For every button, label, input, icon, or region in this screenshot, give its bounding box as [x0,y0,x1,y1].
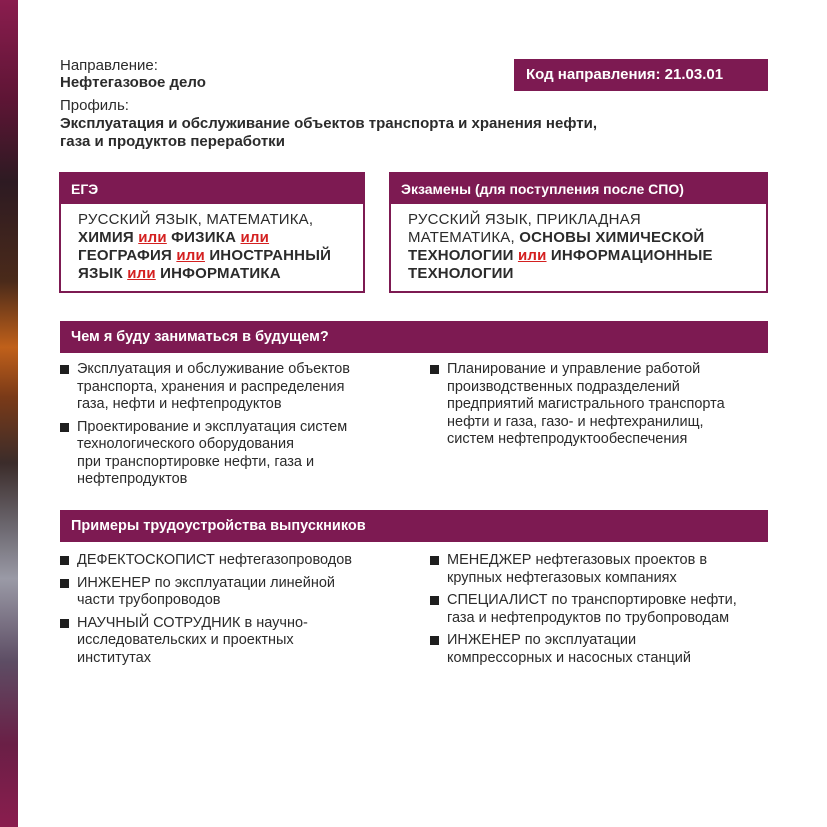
exam-line: РУССКИЙ ЯЗЫК, ПРИКЛАДНАЯ [408,211,641,228]
jobs-section-header: Примеры трудоустройства выпускников [60,510,768,542]
item-line: ИНЖЕНЕР по эксплуатации линейной [77,574,336,591]
list-item [430,632,775,667]
ege-line: РУССКИЙ ЯЗЫК, МАТЕМАТИКА, [78,211,314,228]
list-item [430,552,775,587]
jobs-list-right [430,552,775,672]
item-line: Проектирование и эксплуатация систем [77,418,348,435]
item-line: части трубопроводов [77,592,221,608]
subject-geography: ГЕОГРАФИЯ [78,247,172,264]
bullet-square-icon [430,596,439,605]
subject-physics: ФИЗИКА [171,229,237,246]
item-line: нефтепродуктов [77,471,188,487]
item-line: МЕНЕДЖЕР нефтегазовых проектов в [447,552,708,568]
jobs-list-left [60,552,400,672]
exam-line: МАТЕМАТИКА, [408,229,515,246]
exams-title: Экзамены (для поступления после СПО) [391,174,766,204]
item-line: ИНЖЕНЕР по эксплуатации [447,632,637,648]
exams-panel [389,172,768,293]
list-item [60,575,400,610]
subject-foreign-language-cont: ЯЗЫК [78,265,123,282]
item-line: крупных нефтегазовых компаниях [447,569,677,586]
exam-chem-tech: ОСНОВЫ ХИМИЧЕСКОЙ [519,229,705,246]
item-line: СПЕЦИАЛИСТ по транспортировке нефти, [447,592,737,608]
item-line: исследовательских и проектных [77,632,294,648]
item-line: Эксплуатация и обслуживание объектов [77,361,350,377]
item-line: компрессорных и насосных станций [447,649,691,666]
list-item [60,419,400,489]
bullet-square-icon [60,365,69,374]
item-line: ДЕФЕКТОСКОПИСТ нефтегазопроводов [77,552,353,568]
list-item [430,361,775,449]
bullet-square-icon [60,423,69,432]
item-line: транспорта, хранения и распределения [77,378,345,395]
item-line: НАУЧНЫЙ СОТРУДНИК в научно- [77,614,308,631]
or-connector: или [176,247,205,264]
exams-subjects [391,204,766,283]
direction-value: Нефтегазовое дело [60,74,206,91]
ege-panel [59,172,365,293]
bullet-square-icon [430,556,439,565]
bullet-square-icon [60,619,69,628]
or-connector: или [517,247,547,264]
or-connector: или [138,229,167,246]
or-connector: или [127,265,156,282]
future-list-right [430,361,775,454]
item-line: предприятий магистрального транспорта [447,396,725,412]
bullet-square-icon [60,579,69,588]
subject-informatics: ИНФОРМАТИКА [160,265,281,282]
or-connector: или [240,229,270,246]
decorative-photo-strip [0,0,18,827]
subject-foreign-language: ИНОСТРАННЫЙ [209,247,332,264]
direction-code-badge: Код направления: 21.03.01 [514,59,768,91]
list-item [60,552,400,570]
profile-label: Профиль: [60,97,129,114]
item-line: газа и нефтепродуктов по трубопроводам [447,609,730,626]
item-line: при транспортировке нефти, газа и [77,453,315,470]
exam-info-tech: ИНФОРМАЦИОННЫЕ [550,247,713,264]
exam-info-tech-cont: ТЕХНОЛОГИИ [408,265,514,282]
item-line: институтах [77,649,151,666]
direction-label: Направление: [60,57,158,74]
profile-line: газа и продуктов переработки [60,133,285,150]
profile-value [60,115,597,151]
item-line: нефти и газа, газо- и нефтехранилищ, [447,413,704,430]
item-line: систем нефтепродуктообеспечения [447,431,688,447]
item-line: Планирование и управление работой [447,361,701,377]
item-line: технологического оборудования [77,436,294,452]
list-item [60,615,400,668]
item-line: газа, нефти и нефтепродуктов [77,396,282,412]
future-list-left [60,361,400,494]
exam-chem-tech-cont: ТЕХНОЛОГИИ [408,247,514,264]
subject-chemistry: ХИМИЯ [78,229,134,246]
ege-title: ЕГЭ [61,174,363,204]
bullet-square-icon [430,365,439,374]
bullet-square-icon [60,556,69,565]
bullet-square-icon [430,636,439,645]
future-section-header: Чем я буду заниматься в будущем? [60,321,768,353]
list-item [430,592,775,627]
list-item [60,361,400,414]
profile-line: Эксплуатация и обслуживание объектов транспорта и хранения нефти, [60,115,597,132]
item-line: производственных подразделений [447,378,680,395]
ege-subjects [61,204,363,283]
